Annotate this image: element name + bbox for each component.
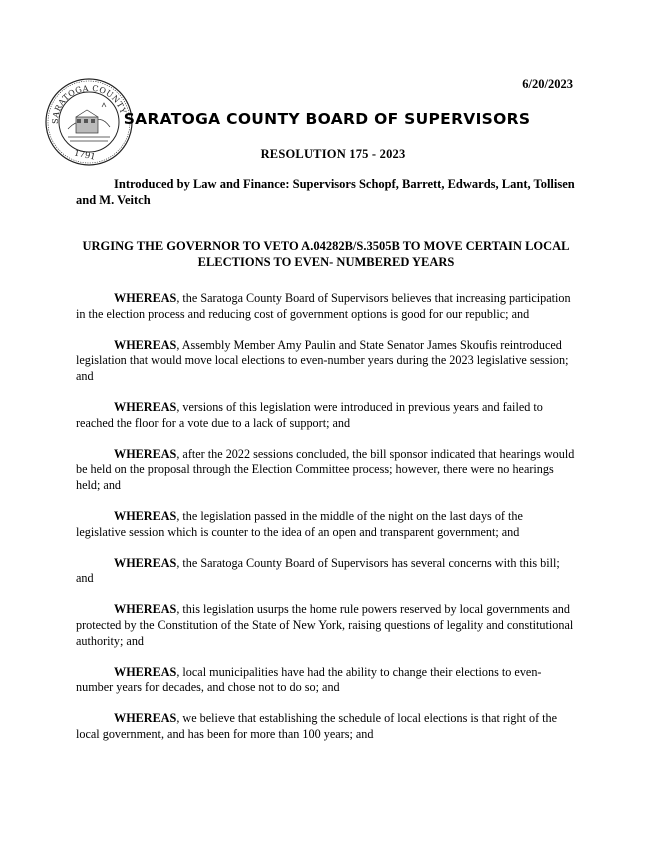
whereas-lead: WHEREAS [114,291,177,305]
whereas-paragraph [76,447,576,494]
whereas-paragraph [76,338,576,385]
resolution-number: RESOLUTION 175 - 2023 [260,147,406,161]
whereas-lead: WHEREAS [114,508,177,523]
whereas-text: , this legislation usurps the home rule powers reserved by local governments and protected by the Constitution of the State of New York, raising questions of legality and constitutional authority; and [76,602,574,648]
whereas-text: , local municipalities have had the ability to change their elections to even-number years for decades, and chose not to do so; and [76,664,542,695]
resolution-title: URGING THE GOVERNOR TO VETO A.04282B/S.3505B TO MOVE CERTAIN LOCAL ELECTIONS TO EVEN- NUMBERED YEARS [82,239,570,269]
whereas-paragraph [76,509,576,541]
document-date: 6/20/2023 [522,77,573,91]
whereas-lead: WHEREAS [114,602,177,617]
resolution-body [76,291,576,758]
whereas-text: , the legislation passed in the middle of the night on the last days of the legislative session which is counter to the idea of an open and transparent government; and [76,508,523,539]
whereas-lead: WHEREAS [114,446,177,461]
whereas-lead: WHEREAS [114,399,177,414]
introduced-by: Introduced by Law and Finance: Supervisors Schopf, Barrett, Edwards, Lant, Tollisen and M. Veitch [76,177,575,207]
whereas-paragraph [76,291,576,323]
whereas-text: , the Saratoga County Board of Supervisors believes that increasing participation in the election process and reducing cost of government options is good for our republic; and [76,291,571,321]
seal-year: 1791 [73,148,97,163]
whereas-paragraph [76,665,576,697]
seal-top-text: SARATOGA [50,83,90,125]
whereas-paragraph [76,711,576,743]
whereas-paragraph [76,602,576,649]
whereas-paragraph [76,556,576,588]
whereas-text: , versions of this legislation were introduced in previous years and failed to reached the floor for a vote due to a lack of support; and [76,399,543,430]
whereas-text: , Assembly Member Amy Paulin and State Senator James Skoufis reintroduced legislation that would move local elections to even-number years during the 2023 legislative session; and [76,337,569,384]
seal-right-text: COUNTY [91,83,128,116]
organization-name: SARATOGA COUNTY BOARD OF SUPERVISORS [123,110,531,128]
whereas-lead: WHEREAS [114,664,177,679]
whereas-paragraph [76,400,576,432]
whereas-text: , after the 2022 sessions concluded, the bill sponsor indicated that hearings would be held on the proposal through the Election Committee process; however, there were no hearings held; and [76,446,575,493]
whereas-lead: WHEREAS [114,711,177,726]
whereas-text: , the Saratoga County Board of Supervisors has several concerns with this bill; and [76,555,560,586]
whereas-lead: WHEREAS [114,337,177,352]
whereas-lead: WHEREAS [114,555,177,570]
whereas-text: , we believe that establishing the schedule of local elections is that right of the local government, and has been for more than 100 years; and [76,711,558,741]
